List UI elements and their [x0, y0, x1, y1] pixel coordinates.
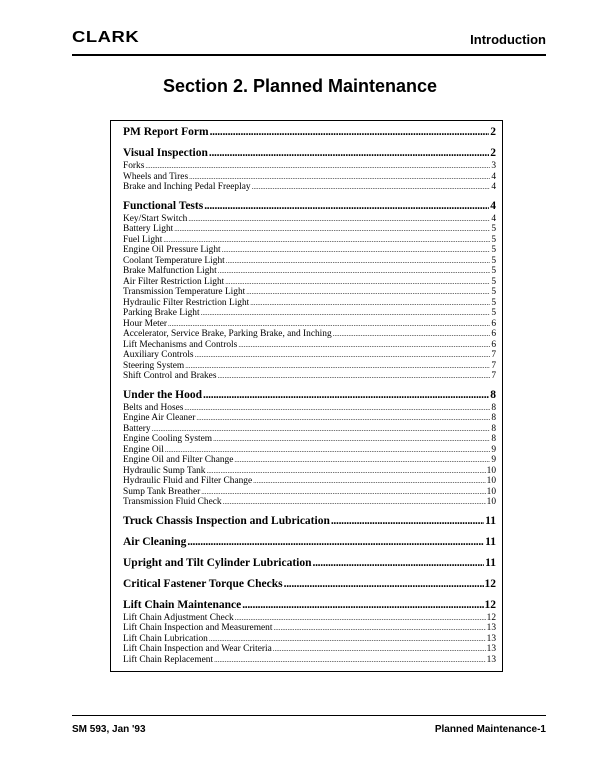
toc-entry-page: 7 [491, 360, 496, 371]
toc-entry-page: 5 [491, 255, 496, 266]
toc-subentry [123, 634, 496, 645]
toc-subentry [123, 266, 496, 277]
toc-subentry [123, 466, 496, 477]
toc-entry-page: 9 [491, 455, 496, 465]
toc-entry-label: Hydraulic Sump Tank [123, 465, 206, 476]
toc-entry-label: Visual Inspection [123, 147, 208, 159]
toc-entry-label: Forks [123, 161, 145, 171]
toc-dot-leader [168, 319, 490, 330]
page-title: Section 2. Planned Maintenance [162, 76, 438, 96]
toc-subentry [123, 403, 496, 414]
toc-dot-leader [253, 476, 485, 487]
toc-entry-label: Lift Chain Inspection and Measurement [123, 623, 273, 633]
toc-entry-label: Functional Tests [123, 199, 204, 212]
toc-entry-page: 5 [491, 224, 496, 234]
toc-entry-page: 2 [490, 126, 496, 138]
toc-entry-page: 11 [485, 556, 496, 569]
toc-entry-label: Battery [123, 423, 151, 434]
toc-subentry [123, 340, 496, 351]
toc-dot-leader [187, 535, 484, 550]
toc-group [123, 535, 496, 550]
toc-dot-leader [234, 455, 490, 466]
toc-dot-leader [210, 125, 490, 140]
toc-group [123, 598, 496, 666]
toc-subentry [123, 319, 496, 330]
toc-entry-page: 6 [491, 329, 496, 339]
toc-subentry [123, 298, 496, 309]
toc-entry-page: 4 [491, 171, 496, 182]
toc-entry-label: Steering System [123, 360, 185, 371]
toc-dot-leader [217, 371, 490, 382]
toc-subentry [123, 413, 496, 424]
toc-entry-label: Belts and Hoses [123, 402, 184, 413]
toc-dot-leader [333, 329, 491, 340]
toc-group [123, 146, 496, 193]
toc-heading [123, 388, 496, 403]
toc-dot-leader [214, 655, 486, 666]
toc-entry-page: 5 [491, 266, 496, 276]
toc-entry-page: 6 [491, 339, 496, 350]
toc-entry-label: Under the Hood [123, 388, 203, 401]
toc-dot-leader [238, 340, 490, 351]
toc-entry-label: Sump Tank Breather [123, 486, 201, 497]
toc-heading [123, 577, 496, 592]
toc-entry-label: Battery Light [123, 224, 174, 234]
toc-group [123, 577, 496, 592]
toc-subentry [123, 224, 496, 235]
header-rule [72, 54, 546, 56]
toc-entry-page: 8 [491, 423, 496, 434]
toc-dot-leader [165, 445, 490, 456]
toc-subentry [123, 623, 496, 634]
toc-entry-page: 4 [490, 199, 496, 212]
toc-entry-page: 5 [491, 234, 496, 245]
toc-subentry [123, 161, 496, 172]
toc-dot-leader [246, 287, 490, 298]
toc-entry-label: Hydraulic Filter Restriction Light [123, 297, 250, 308]
toc-group [123, 199, 496, 382]
toc-entry-page: 5 [491, 297, 496, 308]
toc-entry-page: 5 [491, 245, 496, 255]
toc-dot-leader [203, 388, 489, 403]
toc-entry-label: Air Cleaning [123, 535, 187, 548]
toc-dot-leader [252, 182, 491, 193]
toc-entry-page: 3 [491, 161, 496, 171]
toc-subentry [123, 361, 496, 372]
toc-dot-leader [195, 350, 491, 361]
footer-rule [72, 715, 546, 716]
toc-subentry [123, 644, 496, 655]
toc-subentry [123, 455, 496, 466]
toc-dot-leader [201, 487, 485, 498]
toc-dot-leader [331, 514, 484, 529]
toc-subentry [123, 277, 496, 288]
toc-dot-leader [209, 146, 489, 161]
toc-entry-page: 13 [486, 633, 496, 644]
toc-subentry [123, 434, 496, 445]
toc-entry-label: Critical Fastener Torque Checks [123, 577, 283, 590]
toc-entry-label: Lift Chain Lubrication [123, 633, 208, 644]
toc-entry-label: Upright and Tilt Cylinder Lubrication [123, 556, 312, 569]
toc-entry-page: 8 [491, 413, 496, 423]
toc-dot-leader [284, 577, 484, 592]
toc-entry-page: 13 [486, 644, 496, 654]
toc-dot-leader [222, 245, 491, 256]
toc-subentry [123, 235, 496, 246]
toc-subentry [123, 308, 496, 319]
toc-dot-leader [250, 298, 490, 309]
toc-heading [123, 514, 496, 529]
toc-entry-label: Engine Air Cleaner [123, 413, 196, 423]
toc-dot-leader [225, 277, 490, 288]
toc-entry-page: 11 [485, 535, 496, 548]
toc-heading [123, 535, 496, 550]
toc-dot-leader [207, 466, 486, 477]
toc-entry-label: Air Filter Restriction Light [123, 276, 225, 287]
toc-heading [123, 125, 496, 140]
toc-entry-label: Brake Malfunction Light [123, 266, 217, 276]
toc-dot-leader [196, 413, 490, 424]
toc-entry-page: 5 [491, 308, 496, 318]
toc-dot-leader [174, 224, 490, 235]
toc-subentry [123, 287, 496, 298]
toc-subentry [123, 487, 496, 498]
toc-entry-page: 5 [491, 276, 496, 287]
toc-dot-leader [201, 308, 491, 319]
toc-dot-leader [189, 172, 490, 183]
toc-subentry [123, 424, 496, 435]
toc-entry-label: Lift Mechanisms and Controls [123, 339, 238, 350]
toc-entry-label: Lift Chain Maintenance [123, 598, 242, 611]
toc-group [123, 556, 496, 571]
toc-dot-leader [204, 199, 489, 214]
toc-entry-label: PM Report Form [123, 126, 209, 138]
toc-entry-page: 10 [486, 497, 496, 507]
toc-dot-leader [223, 497, 486, 508]
toc-entry-label: Parking Brake Light [123, 308, 200, 318]
toc-dot-leader [184, 403, 490, 414]
toc-entry-label: Engine Oil Pressure Light [123, 245, 221, 255]
toc-entry-page: 5 [491, 287, 496, 297]
toc-heading [123, 598, 496, 613]
toc-dot-leader [185, 361, 490, 372]
toc-entry-page: 2 [490, 147, 496, 159]
toc-subentry [123, 497, 496, 508]
toc-entry-label: Transmission Fluid Check [123, 497, 222, 507]
toc-entry-page: 12 [484, 598, 496, 611]
toc-subentry [123, 350, 496, 361]
toc-group [123, 125, 496, 140]
toc-entry-page: 9 [491, 444, 496, 455]
toc-entry-label: Lift Chain Replacement [123, 654, 214, 665]
toc-subentry [123, 182, 496, 193]
toc-entry-page: 10 [486, 486, 496, 497]
toc-dot-leader [273, 623, 485, 634]
toc-entry-page: 12 [486, 612, 496, 623]
toc-subentry [123, 214, 496, 225]
toc-entry-page: 6 [491, 318, 496, 329]
toc-dot-leader [209, 634, 486, 645]
page-header [72, 28, 546, 50]
toc-heading [123, 146, 496, 161]
toc-entry-label: Engine Oil [123, 444, 164, 455]
toc-entry-page: 8 [490, 388, 496, 401]
toc-subentry [123, 655, 496, 666]
toc-subentry [123, 445, 496, 456]
toc-entry-label: Fuel Light [123, 234, 163, 245]
toc-entry-page: 10 [486, 465, 496, 476]
toc-heading [123, 556, 496, 571]
toc-dot-leader [145, 161, 490, 172]
toc-dot-leader [163, 235, 490, 246]
clark-logo: CLARK [72, 29, 140, 46]
toc-subentry [123, 329, 496, 340]
toc-dot-leader [152, 424, 491, 435]
toc-entry-label: Truck Chassis Inspection and Lubrication [123, 514, 330, 527]
toc-entry-label: Coolant Temperature Light [123, 255, 225, 266]
toc-entry-label: Brake and Inching Pedal Freeplay [123, 182, 251, 192]
toc-entry-label: Lift Chain Adjustment Check [123, 612, 234, 623]
toc-subentry [123, 613, 496, 624]
toc-entry-label: Shift Control and Brakes [123, 371, 217, 381]
toc-dot-leader [188, 214, 490, 225]
toc-subentry [123, 476, 496, 487]
table-of-contents [110, 120, 503, 672]
toc-dot-leader [218, 266, 491, 277]
toc-entry-label: Lift Chain Inspection and Wear Criteria [123, 644, 272, 654]
toc-dot-leader [235, 613, 486, 624]
toc-entry-page: 10 [486, 476, 496, 486]
toc-entry-page: 8 [491, 434, 496, 444]
toc-entry-label: Transmission Temperature Light [123, 287, 246, 297]
toc-entry-label: Engine Oil and Filter Change [123, 455, 234, 465]
toc-heading [123, 199, 496, 214]
section-name: Introduction [470, 32, 546, 47]
footer-manual-id: SM 593, Jan '93 [72, 724, 146, 735]
toc-entry-page: 8 [491, 402, 496, 413]
footer-page-number: Planned Maintenance-1 [434, 724, 546, 735]
toc-dot-leader [273, 644, 486, 655]
toc-entry-label: Accelerator, Service Brake, Parking Brake, and Inching [123, 329, 332, 339]
toc-entry-label: Engine Cooling System [123, 434, 213, 444]
toc-subentry [123, 172, 496, 183]
toc-group [123, 514, 496, 529]
toc-entry-page: 7 [491, 350, 496, 360]
toc-entry-page: 12 [484, 577, 496, 590]
toc-entry-label: Auxiliary Controls [123, 350, 194, 360]
toc-entry-label: Wheels and Tires [123, 171, 189, 182]
toc-entry-label: Key/Start Switch [123, 213, 188, 224]
toc-entry-page: 4 [491, 213, 496, 224]
toc-subentry [123, 371, 496, 382]
toc-entry-page: 7 [491, 371, 496, 381]
toc-entry-page: 13 [486, 623, 496, 633]
toc-dot-leader [242, 598, 483, 613]
toc-entry-label: Hour Meter [123, 318, 167, 329]
toc-dot-leader [313, 556, 485, 571]
toc-dot-leader [213, 434, 490, 445]
toc-dot-leader [226, 256, 491, 267]
toc-entry-page: 4 [491, 182, 496, 192]
toc-entry-page: 13 [486, 654, 496, 665]
toc-subentry [123, 245, 496, 256]
toc-subentry [123, 256, 496, 267]
toc-entry-page: 11 [485, 514, 496, 527]
toc-entry-label: Hydraulic Fluid and Filter Change [123, 476, 253, 486]
toc-group [123, 388, 496, 508]
